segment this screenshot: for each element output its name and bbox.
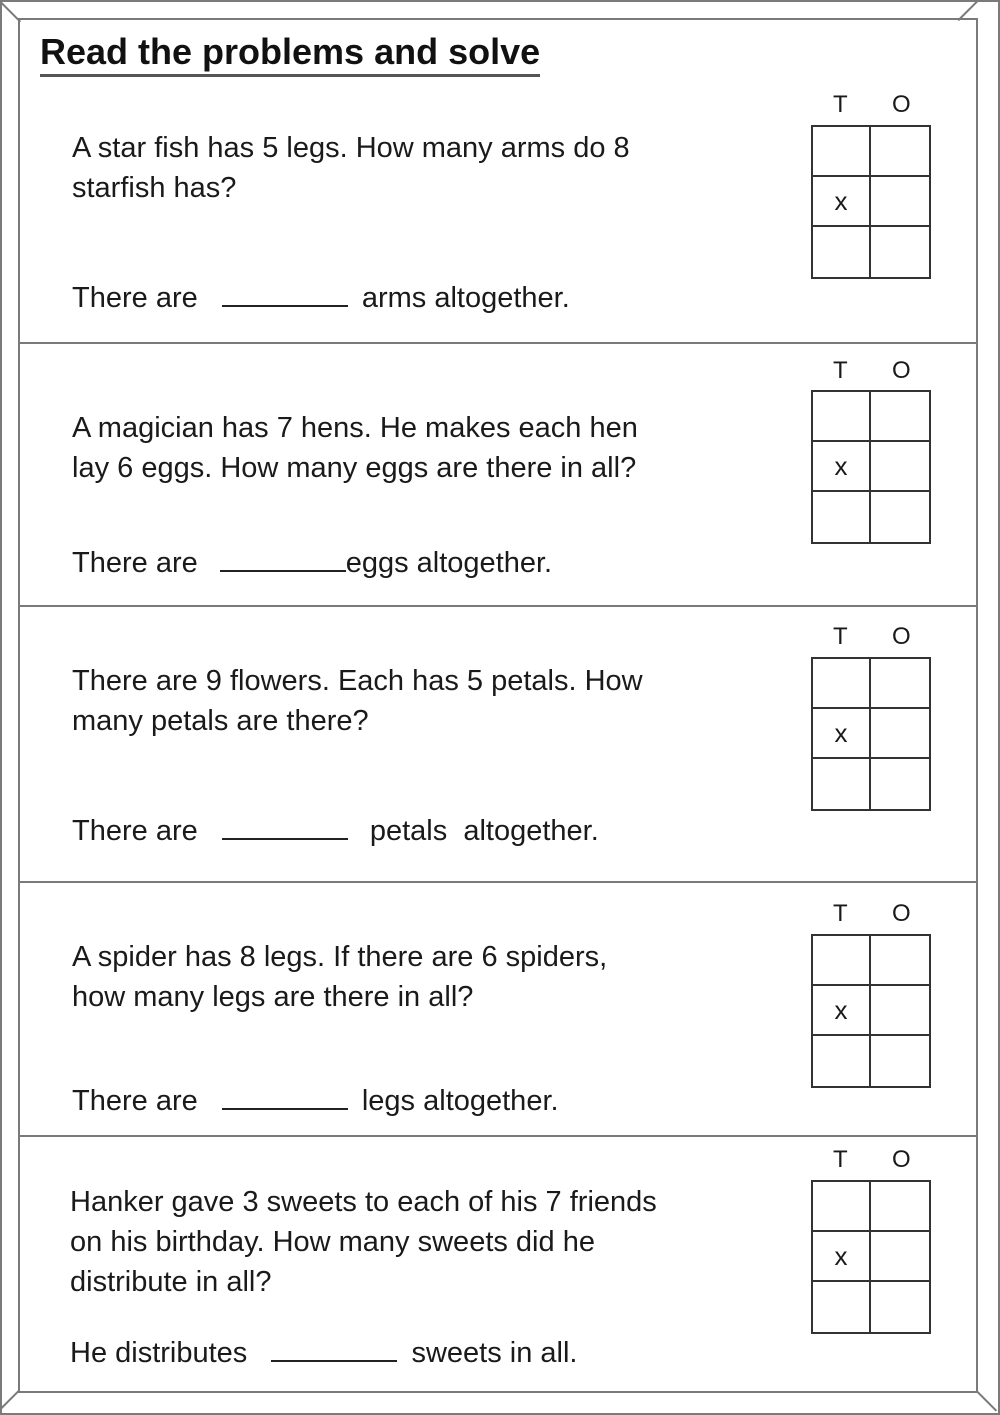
question-text: [72, 128, 630, 208]
grid-cell[interactable]: [871, 1036, 929, 1086]
grid-cell[interactable]: [871, 127, 929, 177]
grid-cell[interactable]: [813, 392, 871, 442]
question-text: [72, 408, 638, 488]
answer-prefix: There are: [72, 547, 198, 579]
section-divider: [18, 1135, 976, 1137]
tens-ones-grid: [811, 934, 931, 1088]
question-text: [70, 1182, 657, 1302]
answer-prefix: There are: [72, 1085, 198, 1117]
tens-header: T: [833, 357, 848, 384]
answer-sentence: [70, 1335, 577, 1371]
question-line: There are 9 flowers. Each has 5 petals. How: [72, 665, 643, 697]
grid-cell[interactable]: [813, 759, 871, 809]
question-line: A star fish has 5 legs. How many arms do 8: [72, 132, 630, 164]
question-line: how many legs are there in all?: [72, 981, 474, 1013]
section-divider: [18, 881, 976, 883]
multiply-cell: x: [813, 709, 871, 759]
answer-sentence: [72, 280, 570, 316]
answer-sentence: [72, 1083, 559, 1119]
ones-header: O: [892, 357, 911, 384]
answer-blank[interactable]: [220, 548, 346, 572]
multiply-cell: x: [813, 986, 871, 1036]
question-line: on his birthday. How many sweets did he: [70, 1226, 595, 1258]
answer-suffix: sweets in all.: [411, 1337, 578, 1369]
grid-cell[interactable]: [871, 709, 929, 759]
tens-ones-grid: [811, 390, 931, 544]
tens-ones-grid: [811, 125, 931, 279]
question-line: many petals are there?: [72, 705, 369, 737]
grid-cell[interactable]: [813, 127, 871, 177]
tens-ones-grid: [811, 1180, 931, 1334]
grid-cell[interactable]: [871, 442, 929, 492]
ones-header: O: [892, 900, 911, 927]
grid-cell[interactable]: [871, 1182, 929, 1232]
question-line: A magician has 7 hens. He makes each hen: [72, 412, 638, 444]
grid-cell[interactable]: [813, 1036, 871, 1086]
grid-cell[interactable]: [871, 936, 929, 986]
question-line: Hanker gave 3 sweets to each of his 7 friends: [70, 1186, 657, 1218]
grid-cell[interactable]: [871, 1282, 929, 1332]
answer-prefix: He distributes: [70, 1337, 248, 1369]
tens-header: T: [833, 1146, 848, 1173]
answer-blank[interactable]: [222, 816, 348, 840]
grid-cell[interactable]: [813, 227, 871, 277]
answer-blank[interactable]: [271, 1338, 397, 1362]
grid-cell[interactable]: [871, 177, 929, 227]
question-line: starfish has?: [72, 172, 237, 204]
grid-cell[interactable]: [871, 986, 929, 1036]
grid-cell[interactable]: [871, 492, 929, 542]
answer-blank[interactable]: [222, 1086, 348, 1110]
tens-header: T: [833, 91, 848, 118]
answer-sentence: [72, 813, 599, 849]
answer-suffix: legs altogether.: [361, 1085, 559, 1117]
grid-cell[interactable]: [871, 659, 929, 709]
answer-prefix: There are: [72, 815, 198, 847]
answer-sentence: [72, 545, 552, 581]
question-line: lay 6 eggs. How many eggs are there in all?: [72, 452, 637, 484]
answer-suffix: eggs altogether.: [345, 547, 553, 579]
section-divider: [18, 605, 976, 607]
section-divider: [18, 342, 976, 344]
grid-cell[interactable]: [813, 492, 871, 542]
multiply-cell: x: [813, 177, 871, 227]
multiply-cell: x: [813, 1232, 871, 1282]
tens-ones-grid: [811, 657, 931, 811]
grid-cell[interactable]: [871, 759, 929, 809]
ones-header: O: [892, 91, 911, 118]
answer-blank[interactable]: [222, 283, 348, 307]
question-text: [72, 937, 607, 1017]
answer-suffix: petals altogether.: [369, 815, 599, 847]
grid-cell[interactable]: [871, 392, 929, 442]
answer-suffix: arms altogether.: [361, 282, 570, 314]
grid-cell[interactable]: [871, 1232, 929, 1282]
multiply-cell: x: [813, 442, 871, 492]
grid-cell[interactable]: [813, 1182, 871, 1232]
grid-cell[interactable]: [813, 936, 871, 986]
ones-header: O: [892, 623, 911, 650]
tens-header: T: [833, 900, 848, 927]
question-text: [72, 661, 643, 741]
worksheet-title: Read the problems and solve: [40, 30, 540, 77]
ones-header: O: [892, 1146, 911, 1173]
tens-header: T: [833, 623, 848, 650]
grid-cell[interactable]: [813, 659, 871, 709]
question-line: distribute in all?: [70, 1266, 272, 1298]
grid-cell[interactable]: [871, 227, 929, 277]
answer-prefix: There are: [72, 282, 198, 314]
question-line: A spider has 8 legs. If there are 6 spiders,: [72, 941, 608, 973]
grid-cell[interactable]: [813, 1282, 871, 1332]
